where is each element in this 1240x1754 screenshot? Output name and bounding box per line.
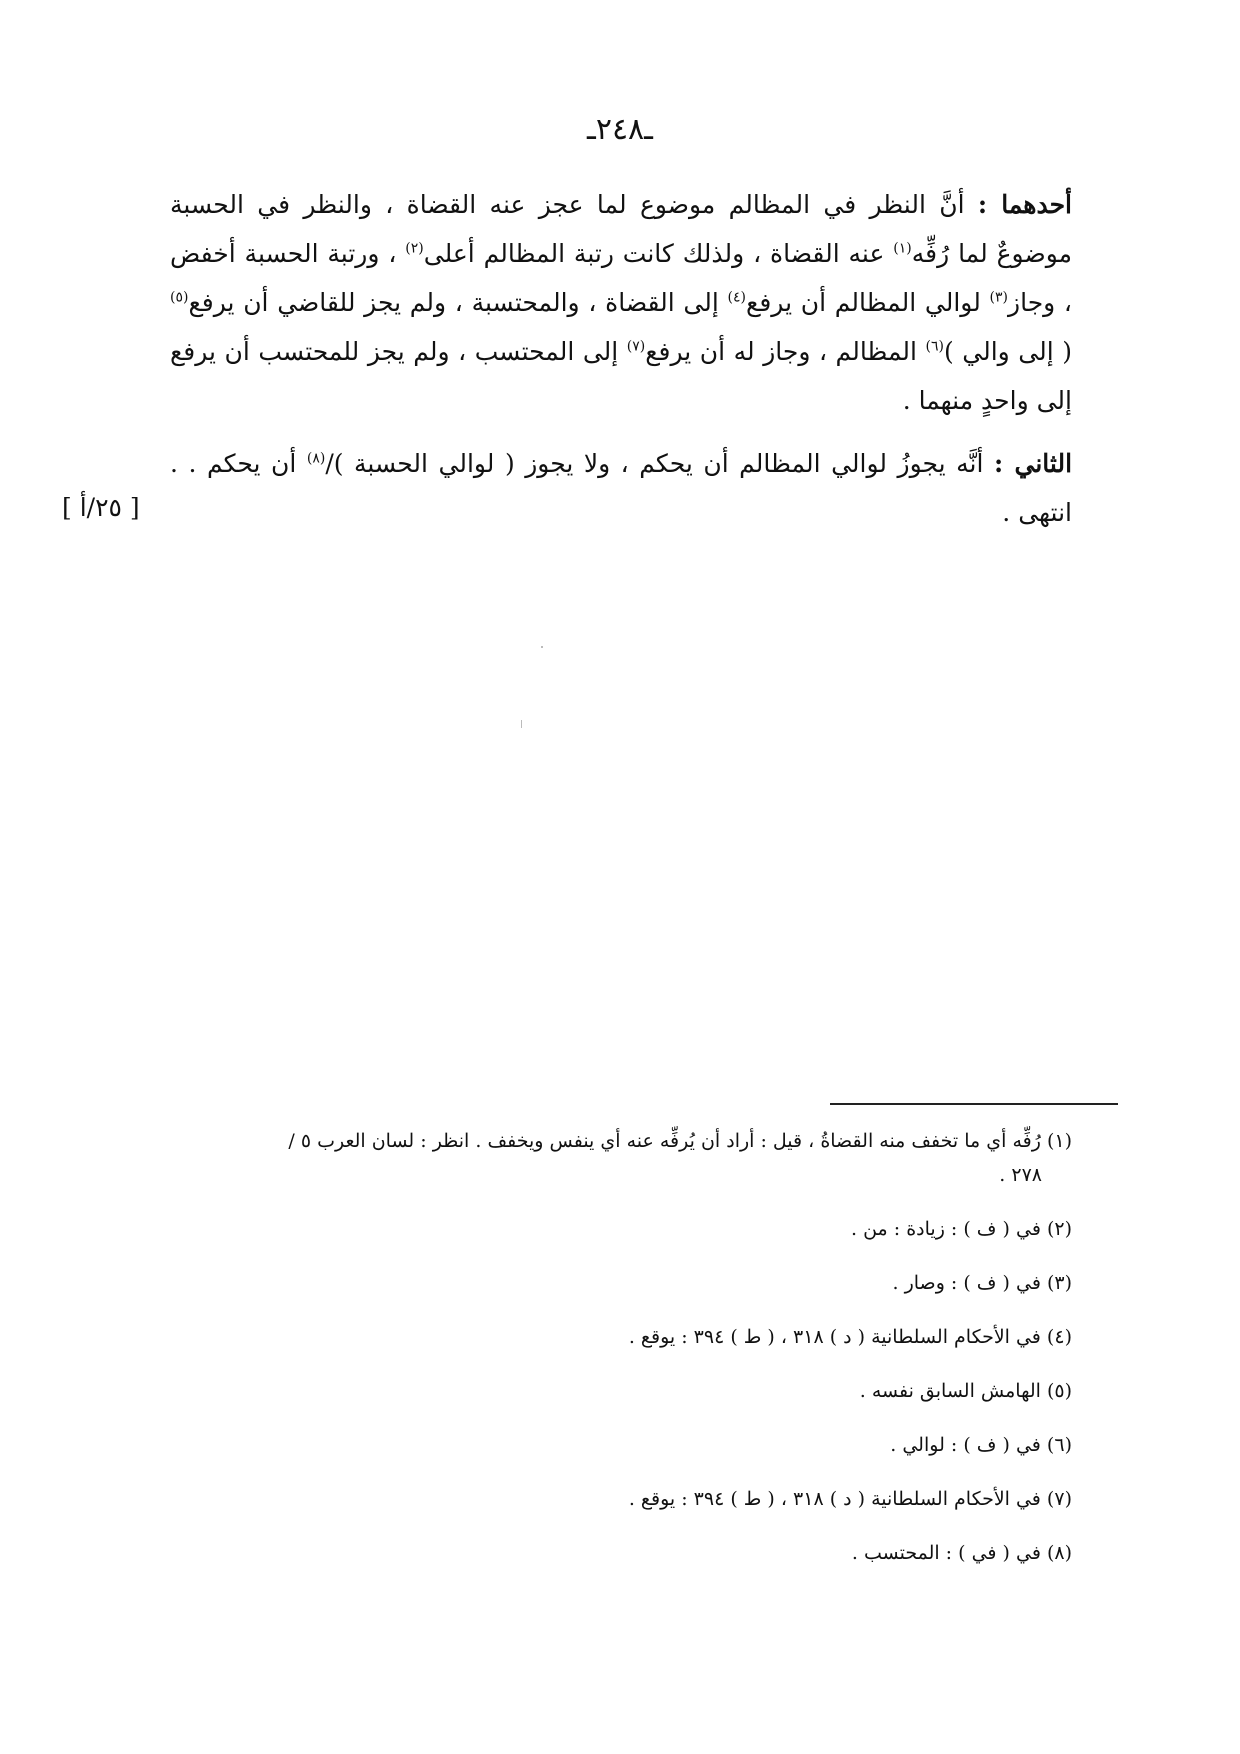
text-run: لوالي المظالم أن يرفع	[746, 288, 990, 317]
paragraph-lead: أحدهما :	[977, 190, 1072, 219]
footnote-ref[interactable]: (٣)	[989, 289, 1008, 306]
main-text	[170, 180, 1072, 551]
footnote-text: (٥) الهامش السابق نفسه .	[859, 1380, 1072, 1402]
manuscript-folio-ref: [ ٢٥/أ ]	[62, 493, 140, 522]
footnote-item	[182, 1212, 1072, 1246]
text-run: المظالم ، وجاز له أن يرفع	[645, 337, 926, 366]
footnote-ref[interactable]: (٦)	[925, 338, 944, 355]
page-number: ـ٢٤٨ـ	[587, 112, 653, 147]
scan-speck	[521, 720, 522, 728]
footnote-continuation: ٢٧٨ .	[999, 1164, 1042, 1186]
footnote-text: (٣) في ( ف ) : وصار .	[892, 1272, 1072, 1294]
paragraph-lead: الثاني :	[993, 449, 1073, 478]
footnote-ref[interactable]: (١)	[893, 240, 912, 257]
scan-speck	[541, 646, 543, 648]
text-run: ، ورتبة الحسبة أخفض ، وجاز	[170, 239, 1073, 317]
text-run: إلى المحتسب ، ولم يجز للمحتسب أن يرفع إلى واحدٍ منهما .	[170, 337, 1072, 415]
footnote-item	[182, 1320, 1072, 1354]
footnote-ref[interactable]: (٨)	[306, 450, 326, 467]
paragraph-second	[170, 439, 1072, 537]
text-run: ( إلى والي )	[943, 337, 1072, 366]
footnote-divider	[830, 1103, 1118, 1105]
text-run: أنَّ النظر في المظالم موضوع لما عجز عنه القضاة ، والنظر في الحسبة موضوعٌ لما رُفِّه	[170, 190, 1073, 268]
footnote-ref[interactable]: (٧)	[626, 338, 646, 355]
footnote-item	[182, 1482, 1072, 1516]
footnote-text: (٤) في الأحكام السلطانية ( د ) ٣١٨ ، ( ط ) ٣٩٤ : يوقع .	[628, 1326, 1072, 1348]
text-run: أن يحكم . . انتهى .	[170, 449, 1072, 527]
footnote-item	[182, 1266, 1072, 1300]
footnote-text: (٦) في ( ف ) : لوالي .	[890, 1434, 1072, 1456]
footnote-text: (٨) في ( في ) : المحتسب .	[851, 1542, 1072, 1564]
footnote-text: (٢) في ( ف ) : زيادة : من .	[851, 1218, 1072, 1240]
footnote-text: (١) رُفِّه أي ما تخفف منه القضاةُ ، قيل : أراد أن يُرفِّه عنه أي ينفس ويخفف . انظر : لسان العرب ٥ /	[288, 1130, 1072, 1152]
footnote-ref[interactable]: (٢)	[405, 240, 424, 257]
footnote-item	[182, 1536, 1072, 1570]
text-run: أنَّه يجوزُ لوالي المظالم أن يحكم ، ولا يجوز ( لوالي الحسبة )/	[325, 449, 994, 478]
footnote-item	[182, 1428, 1072, 1462]
footnote-item	[182, 1374, 1072, 1408]
text-run: إلى القضاة ، والمحتسبة ، ولم يجز للقاضي أن يرفع	[188, 288, 728, 317]
footnotes	[182, 1124, 1072, 1590]
footnote-text: (٧) في الأحكام السلطانية ( د ) ٣١٨ ، ( ط ) ٣٩٤ : يوقع .	[628, 1488, 1072, 1510]
footnote-ref[interactable]: (٥)	[170, 289, 189, 306]
text-run: عنه القضاة ، ولذلك كانت رتبة المظالم أعلى	[423, 239, 894, 268]
paragraph-first	[170, 180, 1072, 425]
footnote-ref[interactable]: (٤)	[727, 289, 747, 306]
footnote-item	[182, 1124, 1072, 1192]
